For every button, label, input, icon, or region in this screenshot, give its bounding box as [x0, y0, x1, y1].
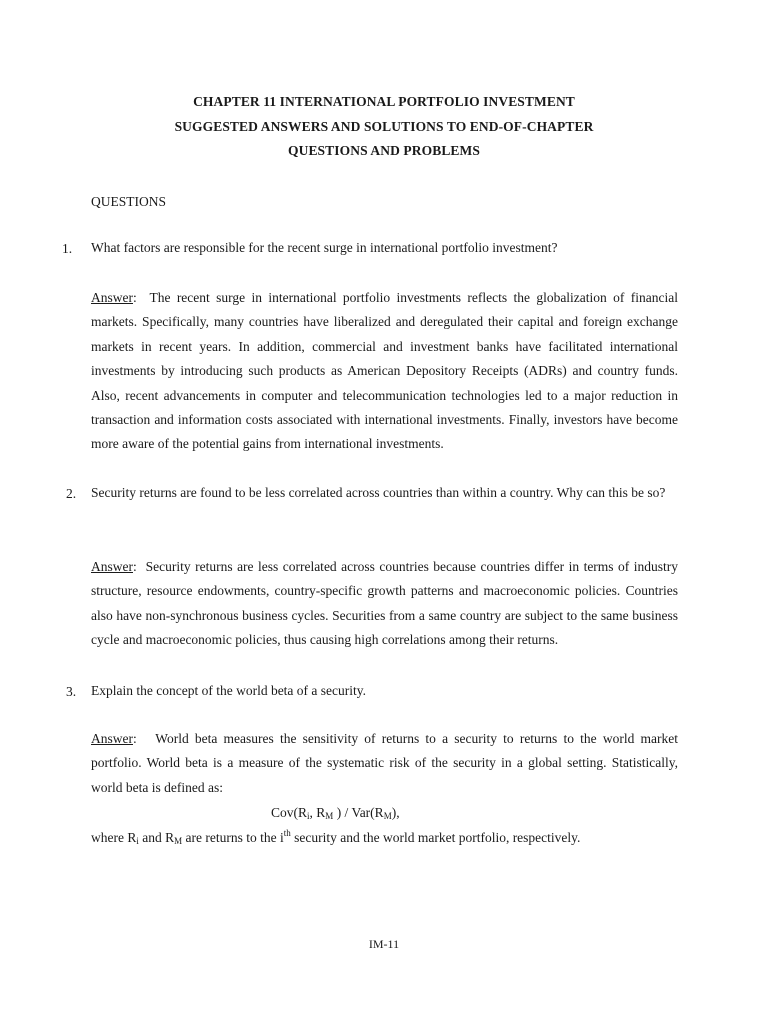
answer-label: Answer — [91, 559, 133, 574]
chapter-title: CHAPTER 11 INTERNATIONAL PORTFOLIO INVESTMENT — [193, 94, 575, 109]
formula-explanation: where $R_i$ and $R_M$ are returns to the $i^{th}$ security and the world market portfolio, respectively. — [91, 828, 581, 846]
question-text: What factors are responsible for the recent surge in international portfolio investment? — [91, 240, 558, 255]
question-number: 2. — [66, 486, 77, 501]
answer-label: Answer — [91, 290, 133, 305]
answer-text: The recent surge in international portfolio investments reflects the globalization of financial markets. Specifically, many countries have liberalized and deregulated their capital and foreign exchange markets in recent years. In addition, commercial and investment banks have facilitated international investments by introducing such products as American Depository Receipts (ADRs) and country funds. Also, recent advancements in computer and telecommunication technologies led to a major reduction in transaction and information costs associated with international investments. Finally, investors have become more aware of the potential gains from international investments. — [91, 290, 678, 452]
question-text: Explain the concept of the world beta of a security. — [91, 683, 367, 698]
answer-block — [91, 286, 678, 457]
question-number: 3. — [66, 684, 77, 699]
chapter-subtitle-line1: SUGGESTED ANSWERS AND SOLUTIONS TO END-OF-CHAPTER — [174, 119, 594, 134]
answer-block — [91, 727, 678, 800]
question-number: 1. — [62, 241, 73, 256]
world-beta-formula: $Cov(R_i$, $R_M$ ) / $Var(R_M)$, — [271, 805, 400, 821]
answer-colon: : — [133, 731, 156, 746]
section-title: QUESTIONS — [91, 194, 167, 209]
answer-colon: : — [133, 290, 150, 305]
answer-label: Answer — [91, 731, 133, 746]
question-text: Security returns are found to be less correlated across countries than within a country. Why can this be so? — [91, 485, 666, 500]
answer-text: Security returns are less correlated across countries because countries differ in terms of industry structure, resource endowments, country-specific growth patterns and macroeconomic policies. Countries also have non-synchronous business cycles. Securities from a same country are subject to the same business cycle and macroeconomic policies, thus causing high correlations among their returns. — [91, 559, 678, 648]
answer-colon: : — [133, 559, 146, 574]
answer-text: World beta measures the sensitivity of returns to a security to returns to the world market portfolio. World beta is a measure of the systematic risk of the security in a global setting. Statistically, world beta is defined as: — [91, 731, 678, 795]
answer-block — [91, 555, 678, 653]
chapter-subtitle-line2: QUESTIONS AND PROBLEMS — [288, 143, 480, 158]
page-number: IM-11 — [368, 937, 400, 951]
